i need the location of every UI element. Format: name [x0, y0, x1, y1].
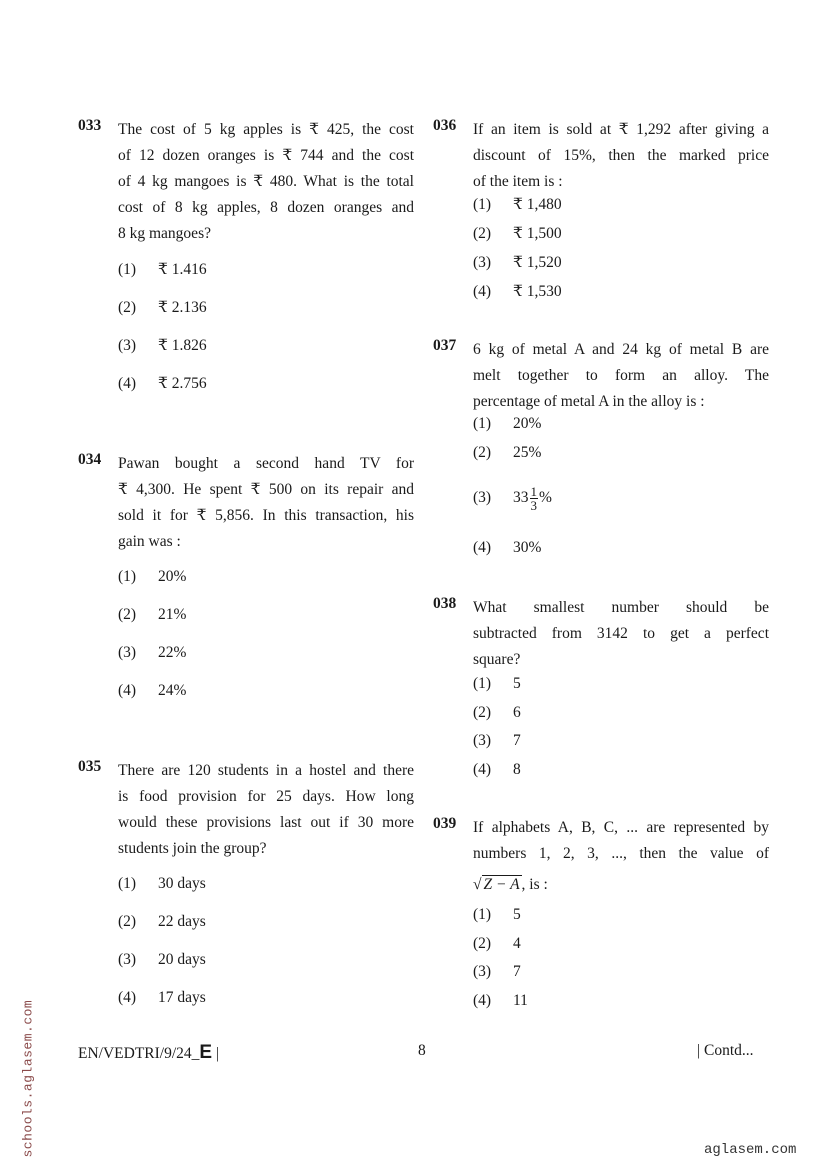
question-text: There are 120 students in a hostel and there is food provision for 25 days. How long would these provisions last out if 30 more students join the group?: [118, 762, 414, 857]
option-4[interactable]: (4) ₹ 2.756: [118, 375, 207, 392]
option-4[interactable]: (4) 11: [473, 992, 528, 1009]
question-number: 039: [433, 815, 457, 832]
option-1[interactable]: (1) ₹ 1,480: [473, 196, 562, 213]
option-3[interactable]: (3) ₹ 1.826: [118, 337, 207, 354]
question-number: 036: [433, 117, 457, 134]
question-text: Pawan bought a second hand TV for ₹ 4,300. He spent ₹ 500 on its repair and sold it for ₹ 5,856. In this transaction, his gain was :: [118, 455, 414, 550]
option-3[interactable]: (3) ₹ 1,520: [473, 254, 562, 271]
sqrt-expression: √ Z − A , is :: [473, 867, 769, 903]
option-4[interactable]: (4) 17 days: [118, 989, 206, 1006]
option-2[interactable]: (2) ₹ 1,500: [473, 225, 562, 242]
question-text: What smallest number should be subtracted from 3142 to get a perfect square?: [473, 599, 769, 668]
option-4[interactable]: (4) 30%: [473, 539, 542, 556]
option-3[interactable]: (3) 22%: [118, 644, 187, 661]
option-2[interactable]: (2) 6: [473, 704, 521, 721]
option-2[interactable]: (2) 25%: [473, 444, 542, 461]
option-4[interactable]: (4) 8: [473, 761, 521, 778]
question-number: 034: [78, 451, 102, 468]
option-1[interactable]: (1) 20%: [473, 415, 542, 432]
footer-code: EN/VEDTRI/9/24_E |: [78, 1042, 220, 1063]
option-1[interactable]: (1) 5: [473, 675, 521, 692]
option-1[interactable]: (1) 20%: [118, 568, 187, 585]
question-number: 038: [433, 595, 457, 612]
option-3[interactable]: (3) 20 days: [118, 951, 206, 968]
option-1[interactable]: (1) ₹ 1.416: [118, 261, 207, 278]
option-3[interactable]: (3) 33 $\frac{1}{3}$ %: [473, 484, 552, 513]
mixed-number-whole: 33: [513, 489, 529, 507]
set-label: E: [199, 1042, 213, 1063]
watermark-bottom: aglasem.com: [704, 1142, 797, 1158]
option-3[interactable]: (3) 7: [473, 963, 521, 980]
option-1[interactable]: (1) 30 days: [118, 875, 206, 892]
option-2[interactable]: (2) 21%: [118, 606, 187, 623]
sqrt-icon: √ Z − A: [473, 876, 520, 893]
option-3[interactable]: (3) 7: [473, 732, 521, 749]
question-number: 037: [433, 337, 457, 354]
question-number: 033: [78, 117, 102, 134]
continued-label: | Contd...: [697, 1042, 754, 1059]
question-text: The cost of 5 kg apples is ₹ 425, the cost of 12 dozen oranges is ₹ 744 and the cost of 4 kg mangoes is ₹ 480. What is the total cost of 8 kg apples, 8 dozen oranges and 8 kg mangoes?: [118, 121, 414, 242]
option-4[interactable]: (4) ₹ 1,530: [473, 283, 562, 300]
page-number: 8: [418, 1042, 426, 1059]
option-2[interactable]: (2) 22 days: [118, 913, 206, 930]
question-number: 035: [78, 758, 102, 775]
option-1[interactable]: (1) 5: [473, 906, 521, 923]
option-2[interactable]: (2) 4: [473, 935, 521, 952]
option-4[interactable]: (4) 24%: [118, 682, 187, 699]
watermark-side: schools.aglasem.com: [20, 999, 36, 1158]
fraction: $\frac{1}{3}$: [530, 484, 537, 513]
question-text: 6 kg of metal A and 24 kg of metal B are melt together to form an alloy. The percentage of metal A in the alloy is :: [473, 341, 769, 410]
question-text: If an item is sold at ₹ 1,292 after giving a discount of 15%, then the marked price of the item is :: [473, 121, 769, 190]
option-2[interactable]: (2) ₹ 2.136: [118, 299, 207, 316]
question-text: If alphabets A, B, C, ... are represented by numbers 1, 2, 3, ..., then the value of √ Z − A , is :: [473, 815, 769, 903]
